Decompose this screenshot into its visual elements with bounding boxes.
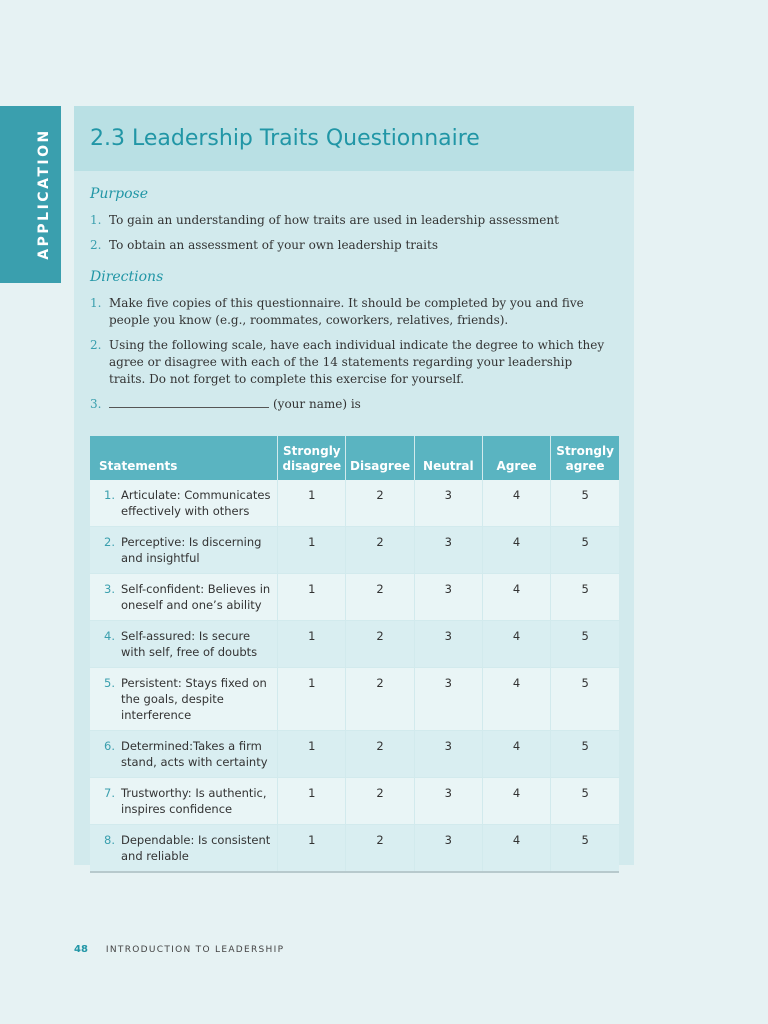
rating-cell[interactable]: 4 (482, 668, 550, 731)
table-row (90, 778, 619, 825)
rating-cell[interactable]: 3 (414, 621, 482, 668)
statement-text: Trustworthy: Is authentic, inspires confidence (121, 786, 267, 816)
rating-cell[interactable]: 1 (278, 731, 346, 778)
directions-item-number: 1. (90, 296, 102, 310)
directions-item (90, 337, 610, 388)
directions-list (90, 295, 610, 413)
table-row (90, 731, 619, 778)
rating-cell[interactable]: 4 (482, 825, 550, 873)
rating-cell[interactable]: 4 (482, 527, 550, 574)
rating-cell[interactable]: 3 (414, 731, 482, 778)
card-title: 2.3 Leadership Traits Questionnaire (90, 126, 480, 151)
statement-number: 4. (104, 629, 115, 643)
header-strongly-disagree: Strongly disagree (278, 436, 346, 480)
statement-number: 7. (104, 786, 115, 800)
directions-item-number: 3. (90, 397, 102, 411)
table-body (90, 480, 619, 872)
header-disagree: Disagree (346, 436, 414, 480)
rating-cell[interactable]: 3 (414, 480, 482, 527)
statement-text: Articulate: Communicates effectively with others (121, 488, 271, 518)
rating-cell[interactable]: 1 (278, 574, 346, 621)
rating-cell[interactable]: 1 (278, 668, 346, 731)
card-header (74, 106, 634, 171)
header-statements: Statements (90, 436, 278, 480)
directions-heading: Directions (90, 269, 164, 285)
statement-text: Dependable: Is consistent and reliable (121, 833, 271, 863)
rating-cell[interactable]: 1 (278, 778, 346, 825)
rating-cell[interactable]: 2 (346, 778, 414, 825)
statement-number: 8. (104, 833, 115, 847)
statement-number: 1. (104, 488, 115, 502)
rating-cell[interactable]: 2 (346, 668, 414, 731)
directions-item (90, 295, 610, 329)
statement-cell (90, 668, 278, 731)
purpose-item (90, 212, 610, 229)
directions-item-text: Make five copies of this questionnaire. It should be completed by you and five people you know (e.g., roommates, coworkers, relatives, friends). (109, 296, 584, 327)
statement-cell (90, 621, 278, 668)
table-row (90, 480, 619, 527)
directions-item-number: 2. (90, 338, 102, 352)
table-row (90, 621, 619, 668)
name-blank[interactable] (109, 397, 269, 408)
table-row (90, 668, 619, 731)
questionnaire-card (74, 106, 634, 865)
table-row (90, 574, 619, 621)
purpose-list (90, 212, 610, 254)
rating-cell[interactable]: 2 (346, 731, 414, 778)
book-title: INTRODUCTION TO LEADERSHIP (105, 944, 285, 955)
side-tab-label: APPLICATION (36, 128, 52, 260)
purpose-heading: Purpose (90, 186, 148, 202)
rating-cell[interactable]: 5 (551, 778, 619, 825)
purpose-item-text: To obtain an assessment of your own leadership traits (109, 238, 438, 252)
statement-cell (90, 527, 278, 574)
directions-item-text: (your name) is (273, 397, 361, 411)
table-row (90, 527, 619, 574)
rating-cell[interactable]: 2 (346, 527, 414, 574)
purpose-item-text: To gain an understanding of how traits are used in leadership assessment (109, 213, 559, 227)
traits-table (90, 436, 619, 873)
rating-cell[interactable]: 3 (414, 825, 482, 873)
rating-cell[interactable]: 3 (414, 778, 482, 825)
statement-cell (90, 731, 278, 778)
rating-cell[interactable]: 2 (346, 825, 414, 873)
statement-number: 2. (104, 535, 115, 549)
page-number: 48 (74, 944, 88, 955)
rating-cell[interactable]: 4 (482, 621, 550, 668)
statement-number: 6. (104, 739, 115, 753)
rating-cell[interactable]: 4 (482, 574, 550, 621)
statement-number: 3. (104, 582, 115, 596)
statement-cell (90, 574, 278, 621)
statement-cell (90, 480, 278, 527)
directions-item (90, 396, 610, 413)
rating-cell[interactable]: 1 (278, 621, 346, 668)
rating-cell[interactable]: 4 (482, 731, 550, 778)
statement-text: Persistent: Stays fixed on the goals, despite interference (121, 676, 267, 722)
rating-cell[interactable]: 5 (551, 825, 619, 873)
rating-cell[interactable]: 1 (278, 527, 346, 574)
rating-cell[interactable]: 5 (551, 731, 619, 778)
purpose-item-number: 2. (90, 238, 102, 252)
rating-cell[interactable]: 4 (482, 480, 550, 527)
header-agree: Agree (482, 436, 550, 480)
statement-cell (90, 825, 278, 873)
rating-cell[interactable]: 5 (551, 621, 619, 668)
table-header-row (90, 436, 619, 480)
rating-cell[interactable]: 1 (278, 480, 346, 527)
statement-text: Self-assured: Is secure with self, free of doubts (121, 629, 258, 659)
statement-number: 5. (104, 676, 115, 690)
purpose-item-number: 1. (90, 213, 102, 227)
rating-cell[interactable]: 3 (414, 668, 482, 731)
rating-cell[interactable]: 2 (346, 621, 414, 668)
statement-cell (90, 778, 278, 825)
statement-text: Self-confident: Believes in oneself and one’s ability (121, 582, 271, 612)
rating-cell[interactable]: 1 (278, 825, 346, 873)
rating-cell[interactable]: 5 (551, 668, 619, 731)
rating-cell[interactable]: 3 (414, 574, 482, 621)
rating-cell[interactable]: 2 (346, 480, 414, 527)
header-neutral: Neutral (414, 436, 482, 480)
statement-text: Perceptive: Is discerning and insightful (121, 535, 262, 565)
directions-item-text: Using the following scale, have each individual indicate the degree to which they agree or disagree with each of the 14 statements regarding your leadership traits. Do not forget to complete this exercise for yourself. (109, 338, 605, 386)
purpose-item (90, 237, 610, 254)
rating-cell[interactable]: 5 (551, 527, 619, 574)
rating-cell[interactable]: 3 (414, 527, 482, 574)
rating-cell[interactable]: 5 (551, 480, 619, 527)
header-strongly-agree: Strongly agree (551, 436, 619, 480)
table-row (90, 825, 619, 873)
statement-text: Determined:Takes a firm stand, acts with certainty (121, 739, 268, 769)
rating-cell[interactable]: 5 (551, 574, 619, 621)
rating-cell[interactable]: 2 (346, 574, 414, 621)
page-footer (74, 944, 284, 955)
rating-cell[interactable]: 4 (482, 778, 550, 825)
